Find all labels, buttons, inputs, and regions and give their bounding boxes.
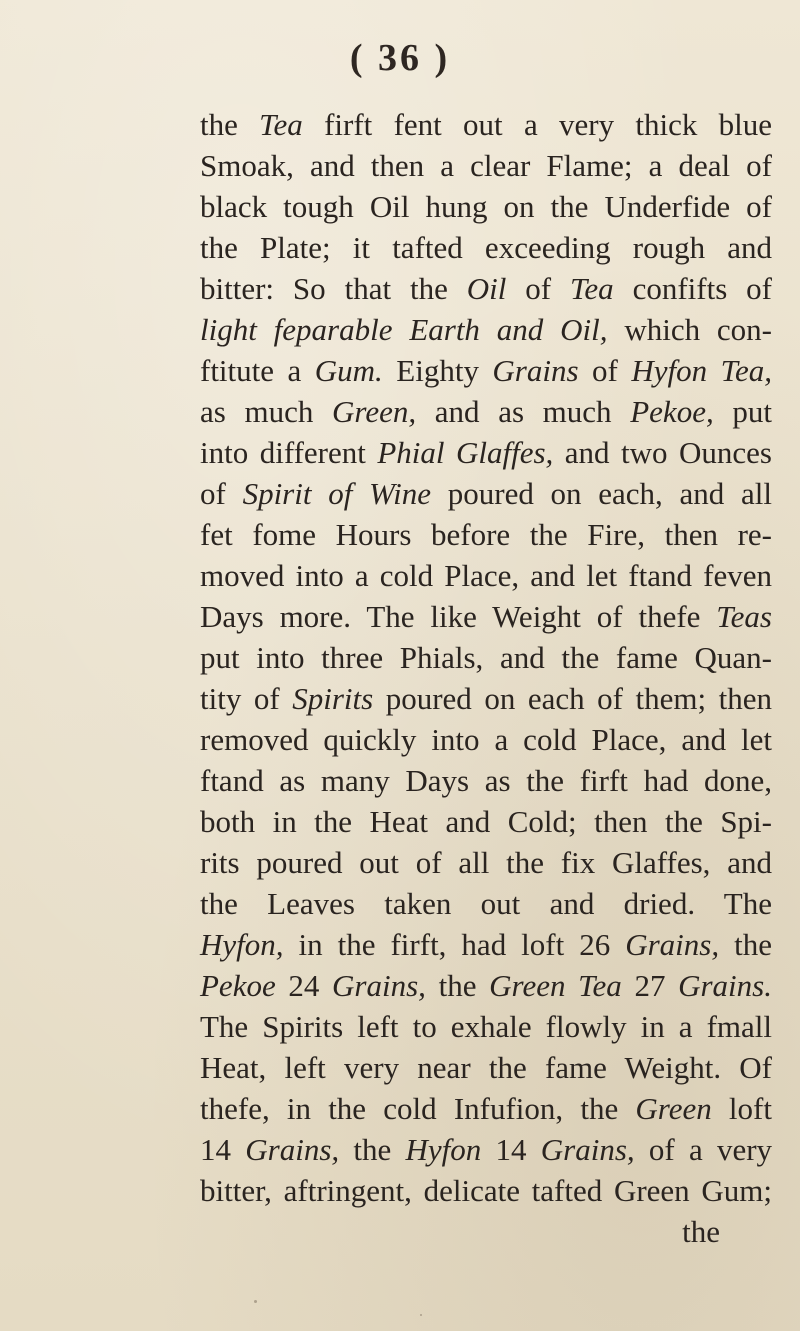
text-run: the: [425, 968, 490, 1003]
text-run: moved into a cold Place, and let ftand feven: [200, 558, 772, 593]
text-line: [200, 1047, 772, 1088]
body-text: [200, 104, 772, 1252]
text-run: tity of: [200, 681, 293, 716]
italic-text: Pekoe: [200, 968, 276, 1003]
text-run: bitter, aftringent, delicate tafted Green Gum;: [200, 1173, 772, 1208]
text-run: Days more. The like Weight of thefe: [200, 599, 717, 634]
text-run: in the firft, had loft 26: [283, 927, 626, 962]
text-run: of: [578, 353, 632, 388]
text-run: put into three Phials, and the fame Quan-: [200, 640, 772, 675]
text-run: of: [506, 271, 571, 306]
italic-text: Green: [635, 1091, 712, 1126]
text-line: [200, 719, 772, 760]
text-run: and two Ounces: [553, 435, 772, 470]
text-run: 14: [200, 1132, 246, 1167]
text-run: Smoak, and then a clear Flame; a deal of: [200, 148, 772, 183]
text-run: black tough Oil hung on the Underfide of: [200, 189, 772, 224]
text-line: [200, 1088, 772, 1129]
text-line: [200, 350, 772, 391]
text-line: [200, 309, 772, 350]
italic-text: Hyfon: [405, 1132, 482, 1167]
text-line: [200, 186, 772, 227]
text-run: 27: [621, 968, 679, 1003]
italic-text: Teas: [716, 599, 772, 634]
text-line: [200, 760, 772, 801]
text-run: The Spirits left to exhale flowly in a fmall: [200, 1009, 772, 1044]
italic-text: Green Tea: [489, 968, 622, 1003]
italic-text: Grains,: [245, 1132, 340, 1167]
text-run: bitter: So that the: [200, 271, 467, 306]
italic-text: Green,: [332, 394, 417, 429]
paper-speck: [420, 1314, 422, 1316]
text-run: firft fent out a very thick blue: [302, 107, 772, 142]
italic-text: Tea: [259, 107, 303, 142]
text-line: [200, 145, 772, 186]
text-line: [200, 924, 772, 965]
italic-text: Gum.: [314, 353, 383, 388]
text-line: [200, 1170, 772, 1211]
italic-text: Spirits: [292, 681, 374, 716]
italic-text: Grains,: [332, 968, 426, 1003]
text-line: [200, 842, 772, 883]
text-line: [200, 965, 772, 1006]
text-run: the: [339, 1132, 406, 1167]
text-run: which con-: [607, 312, 773, 347]
text-run: 14: [481, 1132, 541, 1167]
text-line: [200, 637, 772, 678]
italic-text: Spirit of Wine: [242, 476, 432, 511]
text-line: [200, 801, 772, 842]
italic-text: Hyfon,: [200, 927, 284, 962]
text-run: ftand as many Days as the firft had done,: [200, 763, 772, 798]
text-line: [200, 227, 772, 268]
italic-text: Tea: [570, 271, 614, 306]
italic-text: Grains,: [625, 927, 720, 962]
text-run: and as much: [416, 394, 631, 429]
italic-text: Grains,: [540, 1132, 635, 1167]
text-line: [200, 678, 772, 719]
text-line: [200, 1129, 772, 1170]
text-run: both in the Heat and Cold; then the Spi-: [200, 804, 772, 839]
text-line: [200, 1006, 772, 1047]
italic-text: Pekoe,: [630, 394, 714, 429]
text-run: loft: [711, 1091, 772, 1126]
text-run: Heat, left very near the fame Weight. Of: [200, 1050, 772, 1085]
text-line: [200, 473, 772, 514]
catchword: the: [682, 1214, 720, 1249]
italic-text: light feparable Earth and Oil,: [200, 312, 608, 347]
text-run: thefe, in the cold Infufion, the: [200, 1091, 636, 1126]
text-run: 24: [275, 968, 333, 1003]
italic-text: Grains: [492, 353, 579, 388]
italic-text: Grains.: [678, 968, 772, 1003]
text-run: of: [200, 476, 243, 511]
text-line: [200, 883, 772, 924]
italic-text: Oil: [466, 271, 507, 306]
text-line: [200, 555, 772, 596]
text-line: [200, 596, 772, 637]
italic-text: Hyfon Tea,: [631, 353, 773, 388]
text-run: confifts of: [613, 271, 772, 306]
page-number: ( 36 ): [349, 37, 451, 79]
text-run: poured on each, and all: [431, 476, 773, 511]
text-run: removed quickly into a cold Place, and let: [200, 722, 772, 757]
text-run: the Plate; it tafted exceeding rough and: [200, 230, 772, 265]
text-run: as much: [200, 394, 333, 429]
text-run: rits poured out of all the fix Glaffes, and: [200, 845, 772, 880]
italic-text: Phial Glaffes,: [377, 435, 554, 470]
text-run: the: [719, 927, 772, 962]
text-line: [200, 514, 772, 555]
paper-speck: [254, 1300, 257, 1303]
text-line: [200, 104, 772, 145]
text-run: ftitute a: [200, 353, 315, 388]
text-run: the: [200, 107, 260, 142]
text-line: [200, 432, 772, 473]
text-line: [200, 268, 772, 309]
text-run: Eighty: [382, 353, 493, 388]
text-run: the Leaves taken out and dried. The: [200, 886, 772, 921]
text-run: poured on each of them; then: [373, 681, 772, 716]
text-run: into different: [200, 435, 378, 470]
text-run: of a very: [634, 1132, 773, 1167]
text-line: [200, 391, 772, 432]
text-run: put: [713, 394, 772, 429]
text-run: fet fome Hours before the Fire, then re-: [200, 517, 772, 552]
